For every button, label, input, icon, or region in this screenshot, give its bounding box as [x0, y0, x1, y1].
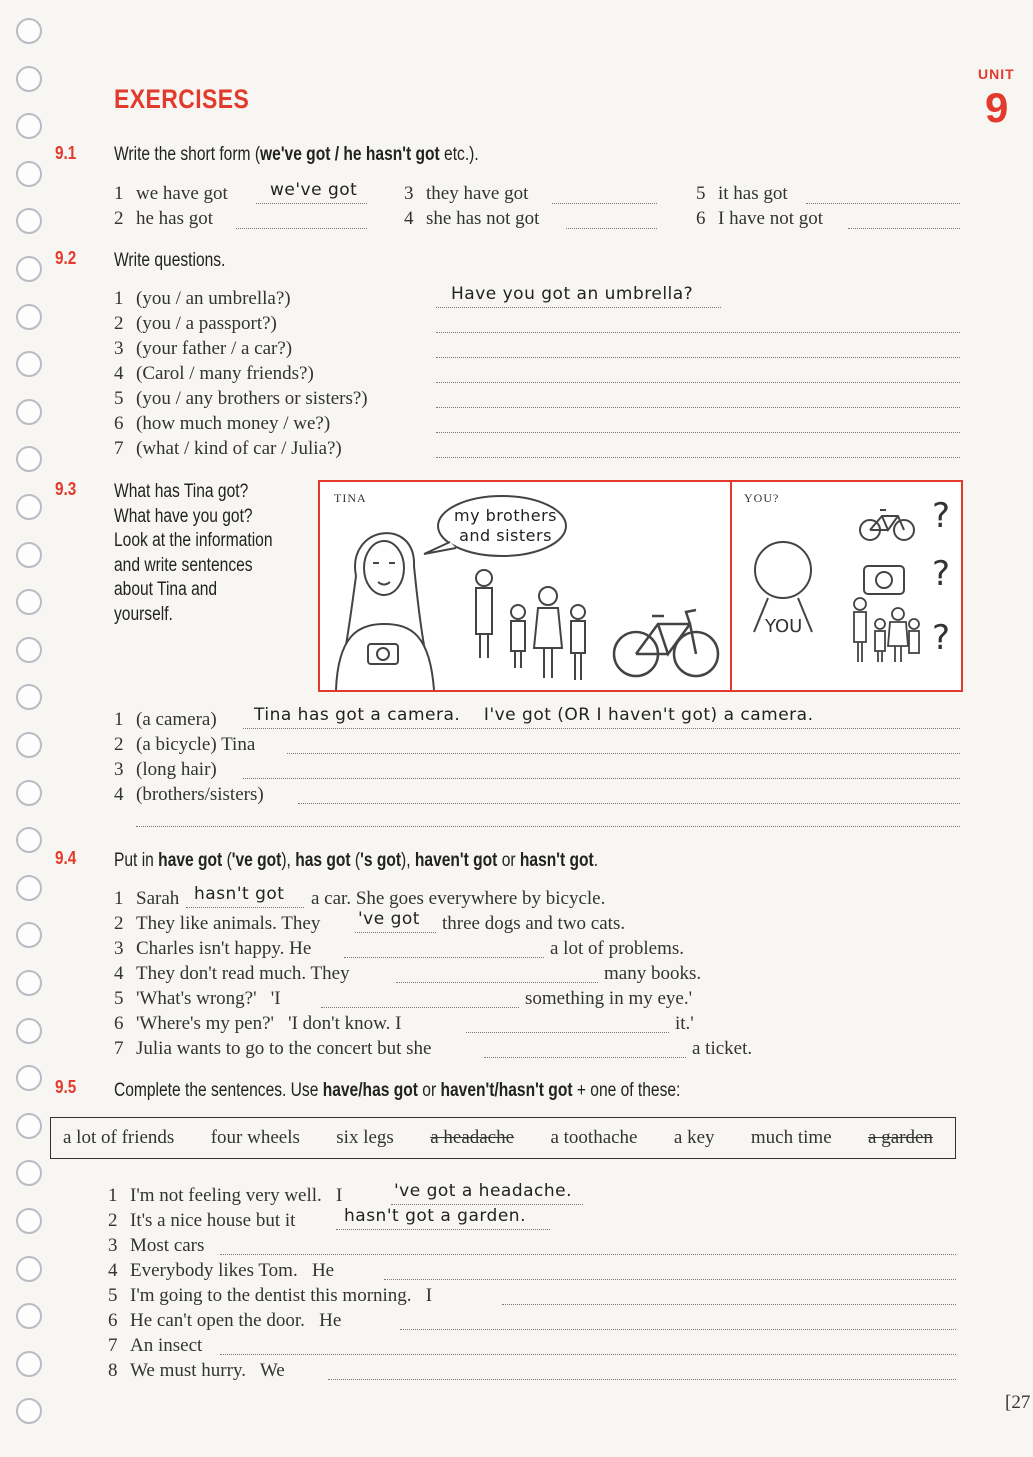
- question-mark: ?: [932, 618, 951, 658]
- exercise-9-5-item-1: 1 I'm not feeling very well. I: [108, 1185, 343, 1206]
- exercise-number-9-2: 9.2: [55, 248, 77, 268]
- binding-ring-icon: [16, 922, 42, 948]
- binding-ring-icon: [16, 684, 42, 710]
- word-bank-item-used: a headache: [430, 1127, 515, 1148]
- answer-blank[interactable]: [396, 982, 598, 983]
- binding-ring-icon: [16, 399, 42, 425]
- binding-ring-icon: [16, 351, 42, 377]
- exercise-9-3-item-3: 3 (long hair): [114, 759, 217, 780]
- sentence-ending: a lot of problems.: [550, 938, 685, 959]
- exercise-9-4-item-2: 2 They like animals. They: [114, 913, 321, 934]
- answer-blank[interactable]: [298, 803, 960, 804]
- exercise-9-1-item-1: 1 we have got: [114, 183, 228, 204]
- word-bank-item: six legs: [336, 1127, 394, 1148]
- exercise-9-5-item-6: 6 He can't open the door. He: [108, 1310, 342, 1331]
- word-bank-item: much time: [750, 1127, 832, 1148]
- answer-blank[interactable]: [436, 332, 960, 333]
- tina-illustration: [318, 480, 963, 692]
- exercise-9-5-item-2: 2 It's a nice house but it: [108, 1210, 296, 1231]
- exercise-9-2-item-5: 5 (you / any brothers or sisters?): [114, 388, 368, 409]
- binding-ring-icon: [16, 1398, 42, 1424]
- exercise-9-2-item-6: 6 (how much money / we?): [114, 413, 331, 434]
- exercise-number-9-4: 9.4: [55, 848, 77, 868]
- binding-ring-icon: [16, 827, 42, 853]
- binding-ring-icon: [16, 732, 42, 758]
- answer-blank[interactable]: [552, 203, 657, 204]
- answer-blank[interactable]: [236, 228, 367, 229]
- unit-number: 9: [985, 84, 1009, 131]
- exercise-9-1-item-3: 3 they have got: [404, 183, 529, 204]
- word-bank-item: four wheels: [210, 1127, 300, 1148]
- word-bank-item: a lot of friends: [63, 1127, 175, 1148]
- exercise-9-2-item-2: 2 (you / a passport?): [114, 313, 277, 334]
- unit-label: UNIT: [978, 66, 1015, 82]
- exercise-9-5-item-7: 7 An insect: [108, 1335, 203, 1356]
- answer-blank[interactable]: [436, 457, 960, 458]
- answer-blank[interactable]: [355, 932, 436, 933]
- sentence-ending: it.': [675, 1013, 694, 1034]
- binding-ring-icon: [16, 970, 42, 996]
- instruction-9-1: Write the short form (we've got / he hasn't got etc.).: [114, 144, 479, 165]
- answer-blank[interactable]: [336, 1229, 550, 1230]
- word-bank-item-used: a garden: [868, 1127, 933, 1148]
- exercise-9-2-item-1: 1 (you / an umbrella?): [114, 288, 291, 309]
- binding-ring-icon: [16, 780, 42, 806]
- speech-bubble-text: my brothers and sisters: [454, 506, 557, 545]
- exercise-9-3-item-1: 1 (a camera): [114, 709, 217, 730]
- sentence-ending: a car. She goes everywhere by bicycle.: [311, 888, 606, 909]
- answer-blank[interactable]: [436, 382, 960, 383]
- answer-blank[interactable]: [848, 228, 960, 229]
- binding-ring-icon: [16, 1208, 42, 1234]
- small-bicycle-icon: [858, 506, 918, 542]
- exercise-number-9-5: 9.5: [55, 1077, 77, 1097]
- instruction-9-3: What has Tina got? What have you got? Look at the information and write sentences about Tina and yourself.: [114, 481, 273, 625]
- binding-ring-icon: [16, 18, 42, 44]
- exercise-9-5-item-8: 8 We must hurry. We: [108, 1360, 285, 1381]
- exercise-9-3-item-4: 4 (brothers/sisters): [114, 784, 264, 805]
- answer-blank[interactable]: [186, 907, 304, 908]
- exercise-number-9-3: 9.3: [55, 479, 77, 499]
- handwritten-answer: hasn't got a garden.: [344, 1206, 526, 1226]
- word-bank: [50, 1117, 956, 1159]
- exercise-9-2-item-4: 4 (Carol / many friends?): [114, 363, 314, 384]
- answer-blank[interactable]: [321, 1007, 519, 1008]
- word-bank-item: a toothache: [550, 1127, 638, 1148]
- handwritten-answer: we've got: [270, 180, 358, 200]
- small-camera-icon: [860, 560, 910, 598]
- answer-blank[interactable]: [502, 1304, 956, 1305]
- handwritten-answer: 've got a headache.: [394, 1181, 573, 1201]
- page-number: [27: [1005, 1392, 1031, 1413]
- instruction-9-4: Put in have got ('ve got), has got ('s got), haven't got or hasn't got.: [114, 850, 599, 871]
- answer-blank[interactable]: [243, 778, 960, 779]
- exercise-9-1-item-5: 5 it has got: [696, 183, 788, 204]
- binding-ring-icon: [16, 1113, 42, 1139]
- answer-blank[interactable]: [436, 407, 960, 408]
- picture-divider: [730, 482, 732, 690]
- tina-label: TINA: [334, 491, 367, 505]
- answer-blank[interactable]: [220, 1354, 956, 1355]
- exercise-9-4-item-5: 5 'What's wrong?' 'I: [114, 988, 281, 1009]
- binding-ring-icon: [16, 1160, 42, 1186]
- binding-ring-icon: [16, 113, 42, 139]
- answer-blank[interactable]: [344, 957, 544, 958]
- exercise-9-3-item-2: 2 (a bicycle) Tina: [114, 734, 256, 755]
- handwritten-answer: hasn't got: [194, 884, 285, 904]
- exercise-9-1-item-2: 2 he has got: [114, 208, 214, 229]
- answer-blank[interactable]: [287, 753, 960, 754]
- binding-ring-icon: [16, 161, 42, 187]
- exercise-9-5-item-5: 5 I'm going to the dentist this morning. I: [108, 1285, 433, 1306]
- binding-ring-icon: [16, 589, 42, 615]
- instruction-9-5: Complete the sentences. Use have/has got or haven't/hasn't got + one of these:: [114, 1080, 681, 1101]
- binding-ring-icon: [16, 304, 42, 330]
- binding-ring-icon: [16, 446, 42, 472]
- binding-ring-icon: [16, 1256, 42, 1282]
- binding-ring-icon: [16, 637, 42, 663]
- exercise-9-1-item-4: 4 she has not got: [404, 208, 540, 229]
- answer-blank[interactable]: [806, 203, 960, 204]
- answer-blank[interactable]: [466, 1032, 669, 1033]
- exercise-9-5-item-3: 3 Most cars: [108, 1235, 205, 1256]
- binding-ring-icon: [16, 208, 42, 234]
- answer-blank[interactable]: [400, 1329, 956, 1330]
- answer-blank[interactable]: [436, 357, 960, 358]
- answer-blank[interactable]: [436, 307, 721, 308]
- answer-blank[interactable]: [384, 1279, 956, 1280]
- handwritten-answer: 've got: [358, 909, 420, 929]
- exercise-9-2-item-7: 7 (what / kind of car / Julia?): [114, 438, 342, 459]
- page-title: EXERCISES: [114, 84, 250, 114]
- binding-ring-icon: [16, 1018, 42, 1044]
- exercise-9-4-item-1: 1 Sarah: [114, 888, 180, 909]
- exercise-9-5-item-4: 4 Everybody likes Tom. He: [108, 1260, 335, 1281]
- exercise-9-4-item-3: 3 Charles isn't happy. He: [114, 938, 312, 959]
- word-bank-item: a key: [673, 1127, 715, 1148]
- answer-blank[interactable]: [566, 228, 657, 229]
- exercise-9-4-item-4: 4 They don't read much. They: [114, 963, 350, 984]
- exercise-number-9-1: 9.1: [55, 143, 77, 163]
- instruction-9-2: Write questions.: [114, 250, 226, 271]
- sentence-ending: three dogs and two cats.: [442, 913, 626, 934]
- question-mark: ?: [932, 554, 951, 594]
- binding-ring-icon: [16, 1351, 42, 1377]
- small-family-icon: [850, 596, 920, 668]
- answer-blank[interactable]: [243, 728, 960, 729]
- answer-blank[interactable]: [220, 1254, 956, 1255]
- exercise-9-4-item-7: 7 Julia wants to go to the concert but she: [114, 1038, 432, 1059]
- binding-ring-icon: [16, 542, 42, 568]
- binding-ring-icon: [16, 1303, 42, 1329]
- answer-blank[interactable]: [256, 203, 367, 204]
- answer-blank[interactable]: [484, 1057, 686, 1058]
- exercise-9-2-item-3: 3 (your father / a car?): [114, 338, 293, 359]
- you-label: YOU?: [744, 491, 780, 505]
- question-mark: ?: [932, 496, 951, 536]
- handwritten-answer: Have you got an umbrella?: [451, 284, 694, 304]
- answer-blank[interactable]: [436, 432, 960, 433]
- sentence-ending: something in my eye.': [525, 988, 693, 1009]
- binding-ring-icon: [16, 256, 42, 282]
- answer-blank[interactable]: [136, 826, 960, 827]
- exercise-9-4-item-6: 6 'Where's my pen?' 'I don't know. I: [114, 1013, 402, 1034]
- family-figures-icon: [470, 568, 590, 688]
- sentence-ending: a ticket.: [692, 1038, 753, 1059]
- answer-blank[interactable]: [391, 1204, 583, 1205]
- exercise-9-1-item-6: 6 I have not got: [696, 208, 824, 229]
- bicycle-icon: [612, 602, 720, 682]
- you-circle-label: YOU: [765, 616, 803, 637]
- answer-blank[interactable]: [328, 1379, 956, 1380]
- binding-ring-icon: [16, 66, 42, 92]
- binding-ring-icon: [16, 494, 42, 520]
- handwritten-answer: Tina has got a camera. I've got (OR I haven't got) a camera.: [254, 705, 814, 725]
- binding-ring-icon: [16, 875, 42, 901]
- sentence-ending: many books.: [604, 963, 702, 984]
- binding-ring-icon: [16, 1065, 42, 1091]
